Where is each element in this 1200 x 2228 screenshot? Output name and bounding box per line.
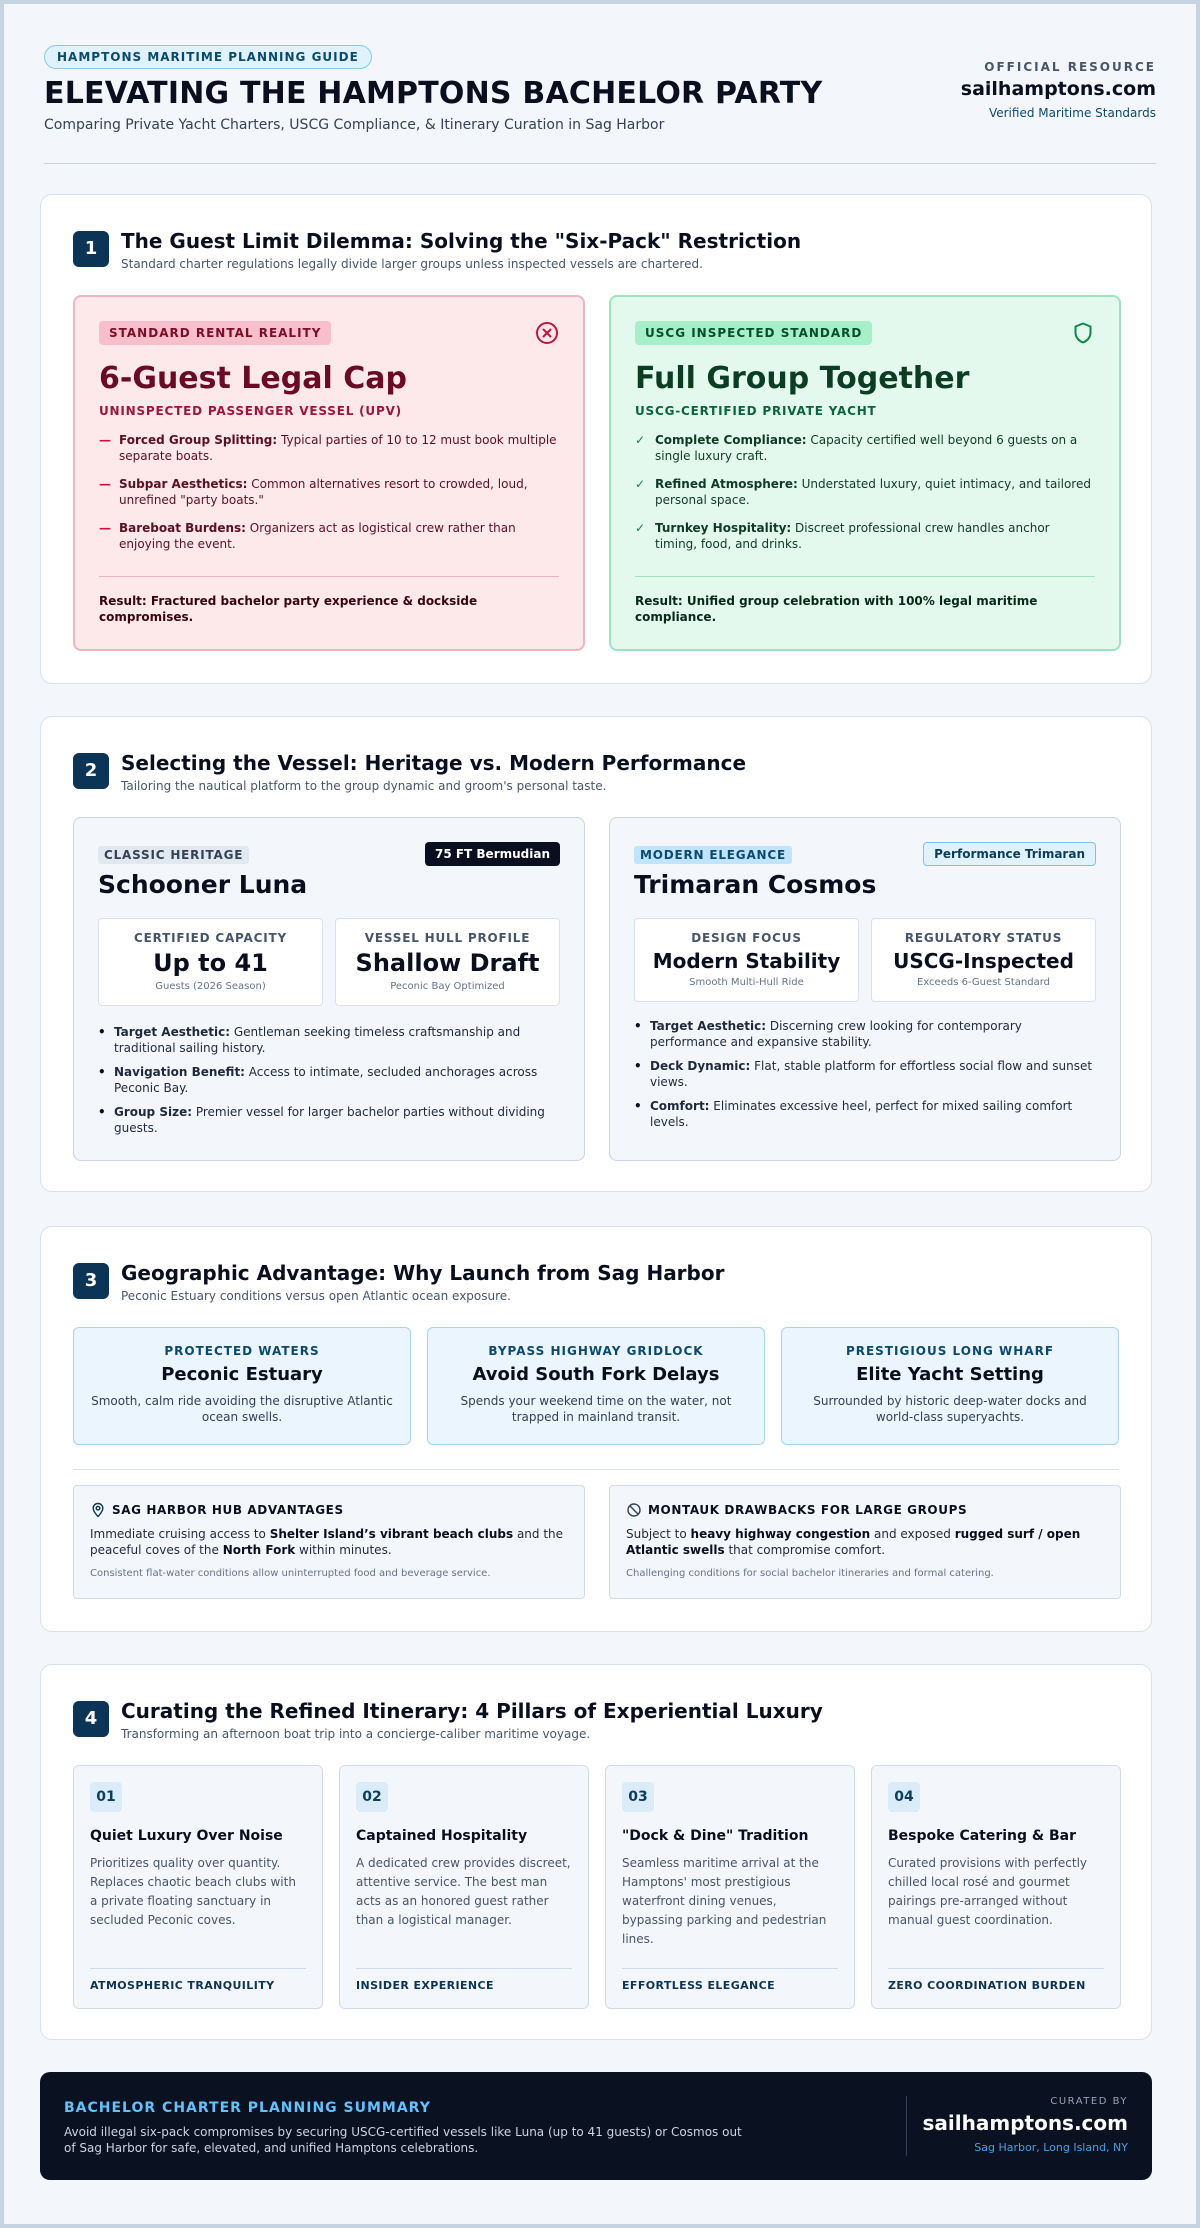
section-geographic-advantage xyxy=(40,1226,1152,1632)
standard-rental-badge: STANDARD RENTAL REALITY xyxy=(99,321,331,345)
montauk-drawbacks-box xyxy=(609,1485,1121,1599)
summary-title: BACHELOR CHARTER PLANNING SUMMARY xyxy=(64,2100,431,2116)
box-heading: MONTAUK DRAWBACKS FOR LARGE GROUPS xyxy=(626,1502,1104,1518)
inspected-list xyxy=(635,432,1095,552)
page-title: ELEVATING THE HAMPTONS BACHELOR PARTY xyxy=(44,76,823,111)
standard-rental-list xyxy=(99,432,559,552)
stat-value: USCG-Inspected xyxy=(893,949,1074,973)
section-subtitle: Standard charter regulations legally divide larger groups unless inspected vessels are chartered. xyxy=(121,257,703,271)
section-number: 4 xyxy=(73,1701,109,1737)
pillar-footer-label: INSIDER EXPERIENCE xyxy=(356,1968,572,1992)
tile-bypass-gridlock xyxy=(427,1327,765,1445)
pillar-description: Prioritizes quality over quantity. Replaces chaotic beach clubs with a private floating sanctuary in secluded Peconic coves. xyxy=(90,1856,296,1927)
section-subtitle: Tailoring the nautical platform to the group dynamic and groom's personal taste. xyxy=(121,779,607,793)
box-note: Challenging conditions for social bachelor itineraries and formal catering. xyxy=(626,1568,994,1579)
pillar-card xyxy=(871,1765,1121,2009)
tile-protected-waters xyxy=(73,1327,411,1445)
list-item: • Target Aesthetic: Gentleman seeking timeless craftsmanship and traditional sailing history. xyxy=(98,1024,560,1056)
guide-badge: HAMPTONS MARITIME PLANNING GUIDE xyxy=(44,45,372,69)
list-item: • Comfort: Eliminates excessive heel, perfect for mixed sailing comfort levels. xyxy=(634,1098,1096,1130)
stat-box-regulatory xyxy=(871,918,1096,1002)
vessel-card-luna[interactable] xyxy=(73,817,585,1161)
stat-label: REGULATORY STATUS xyxy=(904,931,1063,945)
pillar-title: "Dock & Dine" Tradition xyxy=(622,1828,809,1844)
pillar-footer-label: ATMOSPHERIC TRANQUILITY xyxy=(90,1968,306,1992)
tile-kicker: BYPASS HIGHWAY GRIDLOCK xyxy=(488,1344,704,1358)
stat-box-capacity xyxy=(98,918,323,1006)
upv-kicker: UNINSPECTED PASSENGER VESSEL (UPV) xyxy=(99,404,402,418)
box-note: Consistent flat-water conditions allow uninterrupted food and beverage service. xyxy=(90,1568,491,1579)
section-number: 3 xyxy=(73,1263,109,1299)
stat-box-hull xyxy=(335,918,560,1006)
list-item: • Group Size: Premier vessel for larger bachelor parties without dividing guests. xyxy=(98,1104,560,1136)
vessel-name: Schooner Luna xyxy=(98,870,308,899)
divider xyxy=(73,1469,1119,1470)
section-number: 1 xyxy=(73,231,109,267)
stat-note: Peconic Bay Optimized xyxy=(390,981,505,992)
pillar-footer-label: EFFORTLESS ELEGANCE xyxy=(622,1968,838,1992)
footer-location: Sag Harbor, Long Island, NY xyxy=(974,2141,1128,2154)
stat-box-design xyxy=(634,918,859,1002)
stat-value: Shallow Draft xyxy=(355,949,540,977)
vessel-stats xyxy=(634,918,1096,1002)
verified-standards-label: Verified Maritime Standards xyxy=(988,106,1156,120)
tile-kicker: PRESTIGIOUS LONG WHARF xyxy=(845,1344,1055,1358)
section-title: Selecting the Vessel: Heritage vs. Modern Performance xyxy=(121,751,747,775)
standard-rental-card xyxy=(73,295,585,651)
section-title: Geographic Advantage: Why Launch from Sag Harbor xyxy=(121,1261,725,1285)
list-item: ✓ Refined Atmosphere: Understated luxury, quiet intimacy, and tailored personal space. xyxy=(635,477,1091,507)
box-body: Subject to heavy highway congestion and exposed rugged surf / open Atlantic swells that compromise comfort. xyxy=(626,1527,1081,1557)
pillar-title: Quiet Luxury Over Noise xyxy=(90,1828,283,1844)
box-heading: SAG HARBOR HUB ADVANTAGES xyxy=(90,1502,568,1518)
vessel-length-badge: 75 FT Bermudian xyxy=(425,842,560,866)
tile-description: Spends your weekend time on the water, not trapped in mainland transit. xyxy=(460,1394,732,1424)
section-itinerary-pillars xyxy=(40,1664,1152,2040)
stat-note: Exceeds 6-Guest Standard xyxy=(917,977,1050,988)
tile-title: Peconic Estuary xyxy=(161,1364,323,1385)
tile-title: Elite Yacht Setting xyxy=(856,1364,1044,1385)
list-item: — Bareboat Burdens: Organizers act as logistical crew rather than enjoying the event. xyxy=(99,521,516,551)
section-subtitle: Peconic Estuary conditions versus open Atlantic ocean exposure. xyxy=(121,1289,511,1303)
tile-long-wharf xyxy=(781,1327,1119,1445)
stat-label: VESSEL HULL PROFILE xyxy=(364,931,531,945)
list-item: • Deck Dynamic: Flat, stable platform for effortless social flow and sunset views. xyxy=(634,1058,1096,1090)
header-site-name[interactable]: sailhamptons.com xyxy=(960,78,1156,100)
vessel-features-list xyxy=(98,1024,560,1144)
tile-kicker: PROTECTED WATERS xyxy=(164,1344,320,1358)
x-circle-icon xyxy=(535,321,559,345)
uscg-inspected-card xyxy=(609,295,1121,651)
curated-by-block xyxy=(923,2096,1128,2154)
list-item: • Navigation Benefit: Access to intimate, secluded anchorages across Peconic Bay. xyxy=(98,1064,560,1096)
list-item: — Forced Group Splitting: Typical parties of 10 to 12 must book multiple separate boats. xyxy=(99,433,557,463)
classic-heritage-tag: CLASSIC HERITAGE xyxy=(98,846,249,864)
pillar-title: Bespoke Catering & Bar xyxy=(888,1828,1077,1844)
pillar-title: Captained Hospitality xyxy=(356,1828,528,1844)
pillar-number: 02 xyxy=(356,1782,388,1812)
standard-result: Result: Fractured bachelor party experience & dockside compromises. xyxy=(99,576,559,625)
vessel-stats xyxy=(98,918,560,1006)
no-entry-icon xyxy=(626,1502,642,1518)
uscg-inspected-badge: USCG INSPECTED STANDARD xyxy=(635,321,872,345)
section-title: The Guest Limit Dilemma: Solving the "Six-Pack" Restriction xyxy=(121,229,802,253)
footer-site-name[interactable]: sailhamptons.com xyxy=(922,2111,1128,2135)
list-item: — Subpar Aesthetics: Common alternatives resort to crowded, loud, unrefined "party boats." xyxy=(99,477,528,507)
tile-description: Smooth, calm ride avoiding the disruptive Atlantic ocean swells. xyxy=(91,1394,393,1424)
pillar-description: Seamless maritime arrival at the Hamptons' most prestigious waterfront dining venues, bypassing parking and pedestrian lines. xyxy=(622,1856,827,1946)
pillar-number: 01 xyxy=(90,1782,122,1812)
page-header xyxy=(44,4,1156,164)
stat-value: Modern Stability xyxy=(652,949,841,973)
map-pin-icon xyxy=(90,1502,106,1518)
summary-body: Avoid illegal six-pack compromises by securing USCG-certified vessels like Luna (up to 41 guests) or Cosmos out of Sag Harbor for safe, elevated, and unified Hamptons celebrations. xyxy=(64,2125,742,2155)
pillar-description: A dedicated crew provides discreet, attentive service. The best man acts as an honored guest rather than a logistical manager. xyxy=(356,1856,571,1927)
inspected-result: Result: Unified group celebration with 100% legal maritime compliance. xyxy=(635,576,1095,625)
list-item: • Target Aesthetic: Discerning crew looking for contemporary performance and expansive stability. xyxy=(634,1018,1096,1050)
modern-elegance-tag: MODERN ELEGANCE xyxy=(634,846,792,864)
divider xyxy=(906,2096,907,2156)
section-title: Curating the Refined Itinerary: 4 Pillars of Experiential Luxury xyxy=(121,1699,823,1723)
curated-by-label: CURATED BY xyxy=(1050,2096,1128,2107)
tile-title: Avoid South Fork Delays xyxy=(472,1364,720,1385)
vessel-card-cosmos[interactable] xyxy=(609,817,1121,1161)
vessel-features-list xyxy=(634,1018,1096,1138)
uscg-kicker: USCG-CERTIFIED PRIVATE YACHT xyxy=(635,404,877,418)
pillar-card xyxy=(73,1765,323,2009)
summary-footer xyxy=(40,2072,1152,2180)
header-resource-block xyxy=(961,60,1156,120)
stat-label: DESIGN FOCUS xyxy=(691,931,802,945)
stat-value: Up to 41 xyxy=(153,949,268,977)
list-item: ✓ Turnkey Hospitality: Discreet professional crew handles anchor timing, food, and drinks. xyxy=(635,521,1050,551)
section-vessel-selection xyxy=(40,716,1152,1192)
pillar-description: Curated provisions with perfectly chilled local rosé and gourmet pairings pre-arranged without manual guest coordination. xyxy=(888,1856,1088,1927)
stat-label: CERTIFIED CAPACITY xyxy=(134,931,287,945)
pillar-number: 04 xyxy=(888,1782,920,1812)
section-subtitle: Transforming an afternoon boat trip into a concierge-caliber maritime voyage. xyxy=(121,1727,591,1741)
official-resource-label: OFFICIAL RESOURCE xyxy=(984,60,1156,74)
guest-cap-headline: 6-Guest Legal Cap xyxy=(99,361,407,396)
shield-icon xyxy=(1071,321,1095,345)
pillar-card xyxy=(339,1765,589,2009)
list-item: ✓ Complete Compliance: Capacity certified well beyond 6 guests on a single luxury craft. xyxy=(635,433,1078,463)
full-group-headline: Full Group Together xyxy=(635,361,970,396)
pillar-card xyxy=(605,1765,855,2009)
box-body: Immediate cruising access to Shelter Island’s vibrant beach clubs and the peaceful coves of the North Fork within minutes. xyxy=(90,1527,564,1557)
pillar-number: 03 xyxy=(622,1782,654,1812)
stat-note: Smooth Multi-Hull Ride xyxy=(689,977,804,988)
sag-harbor-advantages-box xyxy=(73,1485,585,1599)
vessel-name: Trimaran Cosmos xyxy=(634,870,877,899)
page-subtitle: Comparing Private Yacht Charters, USCG Compliance, & Itinerary Curation in Sag Harbor xyxy=(44,117,665,133)
stat-note: Guests (2026 Season) xyxy=(155,981,266,992)
pillar-footer-label: ZERO COORDINATION BURDEN xyxy=(888,1968,1104,1992)
vessel-type-badge: Performance Trimaran xyxy=(923,842,1096,866)
tile-description: Surrounded by historic deep-water docks and world-class superyachts. xyxy=(813,1394,1087,1424)
section-guest-limit xyxy=(40,194,1152,684)
section-number: 2 xyxy=(73,753,109,789)
